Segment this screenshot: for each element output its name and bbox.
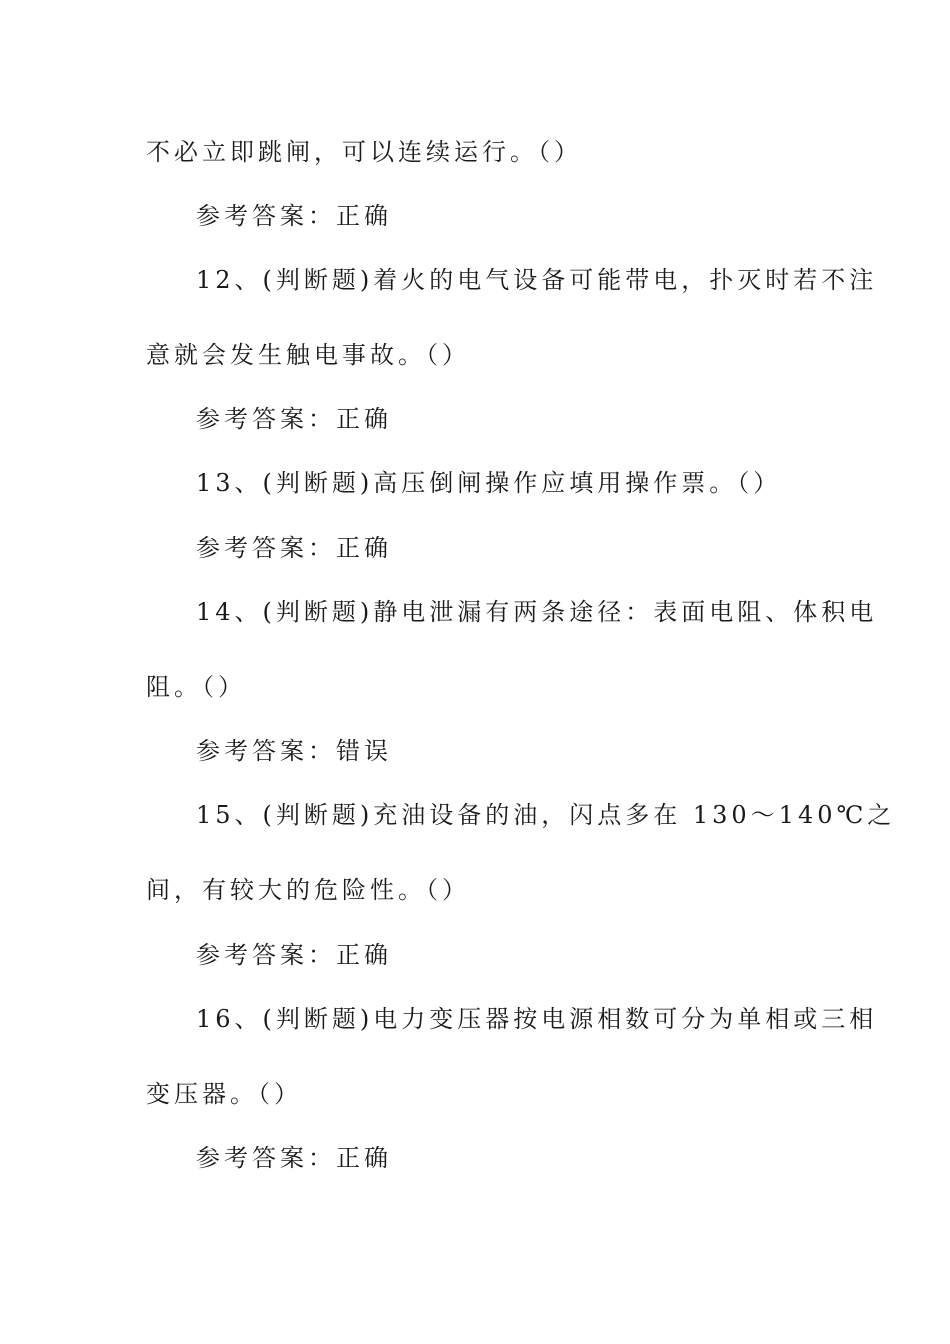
question-15-line-2: 间，有较大的危险性。（） bbox=[146, 876, 470, 904]
answer-15: 参考答案：正确 bbox=[196, 941, 392, 969]
answer-12: 参考答案：正确 bbox=[196, 405, 392, 433]
answer-11: 参考答案：正确 bbox=[196, 202, 392, 230]
answer-14: 参考答案：错误 bbox=[196, 737, 392, 765]
question-16-line-1: 16、(判断题)电力变压器按电源相数可分为单相或三相 bbox=[196, 1005, 878, 1033]
question-12-line-2: 意就会发生触电事故。（） bbox=[146, 341, 470, 369]
question-15-line-1: 15、(判断题)充油设备的油，闪点多在 130～140℃之 bbox=[196, 801, 896, 829]
answer-13: 参考答案：正确 bbox=[196, 534, 392, 562]
question-14-line-2: 阻。（） bbox=[146, 673, 246, 701]
question-11-continuation: 不必立即跳闸，可以连续运行。（） bbox=[146, 138, 582, 166]
question-13-line-1: 13、(判断题)高压倒闸操作应填用操作票。（） bbox=[196, 469, 782, 497]
question-12-line-1: 12、(判断题)着火的电气设备可能带电，扑灭时若不注 bbox=[196, 266, 878, 294]
answer-16: 参考答案：正确 bbox=[196, 1144, 392, 1172]
question-16-line-2: 变压器。（） bbox=[146, 1080, 302, 1108]
question-14-line-1: 14、(判断题)静电泄漏有两条途径：表面电阻、体积电 bbox=[196, 598, 878, 626]
